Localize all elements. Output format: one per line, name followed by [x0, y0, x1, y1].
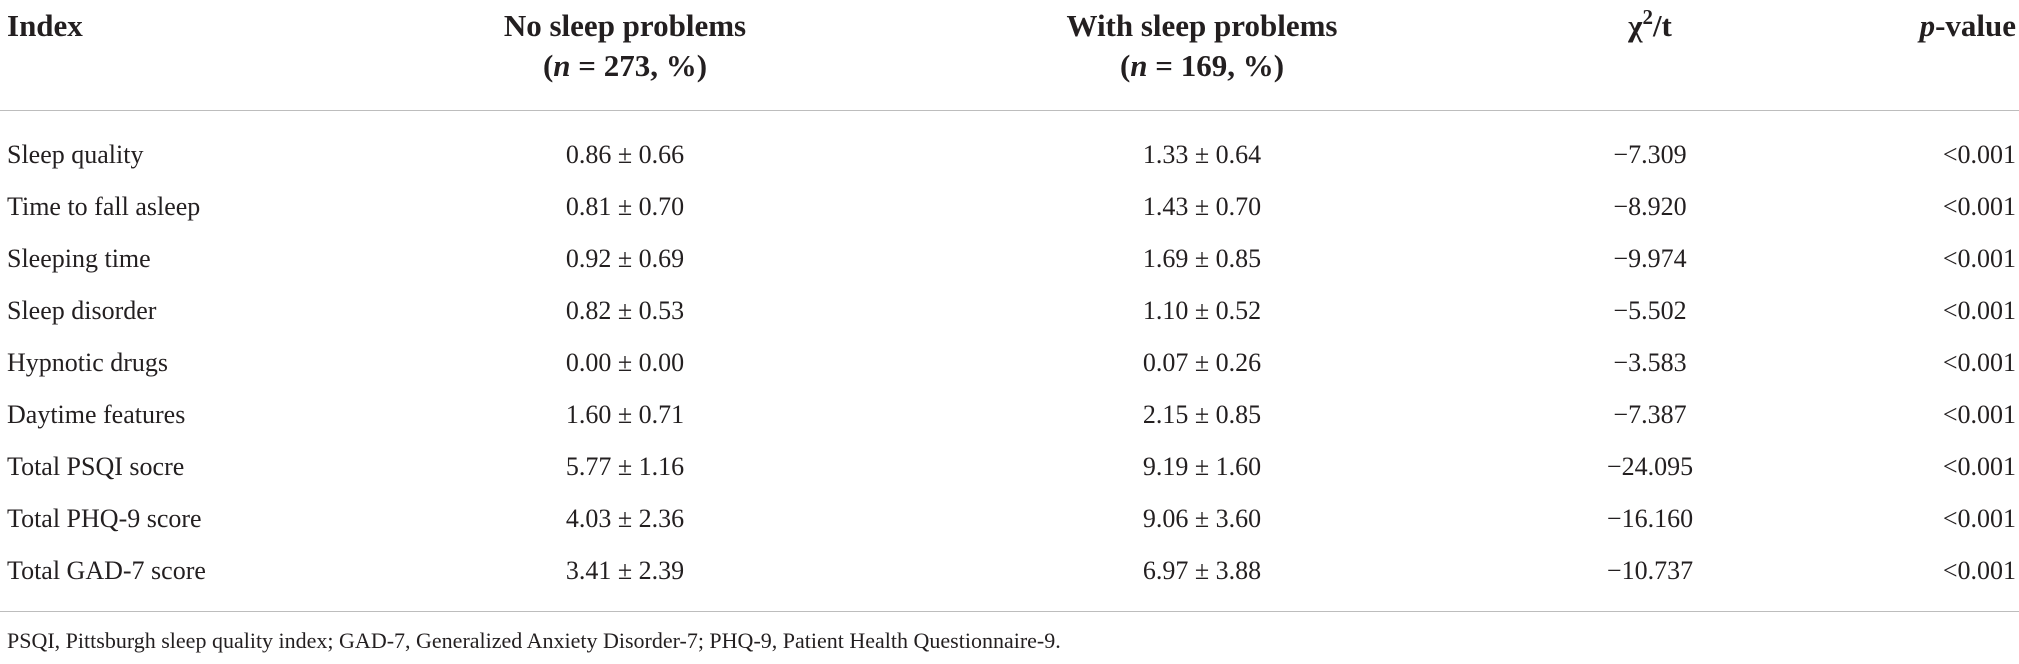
cell-no-sleep-problems: 3.41 ± 2.39: [565, 556, 685, 585]
cell-p-value: <0.001: [1942, 192, 2016, 221]
cell-test-statistic: −3.583: [1613, 348, 1687, 377]
cell-with-sleep-problems: 1.10 ± 0.52: [1142, 296, 1262, 325]
cell-test-statistic: −7.387: [1613, 400, 1687, 429]
cell-no-sleep-problems: 0.86 ± 0.66: [565, 140, 685, 169]
footer-divider: [0, 611, 2019, 612]
cell-no-sleep-problems: 5.77 ± 1.16: [565, 452, 685, 481]
cell-test-statistic: −7.309: [1613, 140, 1687, 169]
table-header: [0, 6, 2019, 106]
cell-with-sleep-problems: 1.69 ± 0.85: [1142, 244, 1262, 273]
cell-p-value: <0.001: [1942, 140, 2016, 169]
cell-index: Total GAD-7 score: [7, 556, 206, 585]
chi-rest: /t: [1652, 8, 1672, 43]
n-value: = 169, %): [1147, 48, 1285, 83]
n-value: = 273, %): [570, 48, 708, 83]
cell-p-value: <0.001: [1942, 244, 2016, 273]
cell-p-value: <0.001: [1942, 400, 2016, 429]
paren-open: (: [542, 48, 554, 83]
cell-test-statistic: −10.737: [1606, 556, 1694, 585]
table-footnote: PSQI, Pittsburgh sleep quality index; GAD-7, Generalized Anxiety Disorder-7; PHQ-9, Patient Health Questionnaire-9.: [7, 628, 1061, 653]
paren-open: (: [1119, 48, 1131, 83]
table-row: [0, 395, 2019, 447]
n-symbol: n: [553, 48, 571, 83]
header-no-sleep-problems-title: No sleep problems: [503, 8, 747, 43]
header-p-value: [1920, 6, 2016, 46]
n-symbol: n: [1130, 48, 1148, 83]
table-row: [0, 291, 2019, 343]
table-row: [0, 187, 2019, 239]
cell-index: Daytime features: [7, 400, 186, 429]
cell-index: Sleeping time: [7, 244, 151, 273]
header-with-sleep-problems: [972, 6, 1432, 86]
table-row: [0, 447, 2019, 499]
header-no-sleep-problems-n: [395, 46, 855, 86]
header-no-sleep-problems: [395, 6, 855, 86]
cell-no-sleep-problems: 0.92 ± 0.69: [565, 244, 685, 273]
header-divider: [0, 110, 2019, 111]
cell-with-sleep-problems: 1.43 ± 0.70: [1142, 192, 1262, 221]
header-test-statistic: [1520, 6, 1780, 49]
cell-no-sleep-problems: 0.82 ± 0.53: [565, 296, 685, 325]
cell-test-statistic: −8.920: [1613, 192, 1687, 221]
p-symbol: p: [1919, 8, 1936, 43]
cell-p-value: <0.001: [1942, 556, 2016, 585]
cell-test-statistic: −9.974: [1613, 244, 1687, 273]
p-rest: -value: [1935, 8, 2016, 43]
cell-p-value: <0.001: [1942, 348, 2016, 377]
header-with-sleep-problems-n: [972, 46, 1432, 86]
cell-index: Sleep quality: [7, 140, 144, 169]
cell-p-value: <0.001: [1942, 504, 2016, 533]
table-body: [0, 135, 2019, 603]
chi-symbol: χ: [1628, 8, 1643, 43]
header-index: Index: [7, 8, 83, 43]
cell-with-sleep-problems: 6.97 ± 3.88: [1142, 556, 1262, 585]
header-with-sleep-problems-title: With sleep problems: [1066, 8, 1338, 43]
cell-no-sleep-problems: 1.60 ± 0.71: [565, 400, 685, 429]
cell-test-statistic: −24.095: [1606, 452, 1694, 481]
cell-no-sleep-problems: 4.03 ± 2.36: [565, 504, 685, 533]
cell-test-statistic: −5.502: [1613, 296, 1687, 325]
cell-index: Sleep disorder: [7, 296, 157, 325]
cell-index: Total PSQI socre: [7, 452, 185, 481]
cell-no-sleep-problems: 0.00 ± 0.00: [565, 348, 685, 377]
cell-index: Total PHQ-9 score: [7, 504, 202, 533]
cell-with-sleep-problems: 0.07 ± 0.26: [1142, 348, 1262, 377]
cell-with-sleep-problems: 9.06 ± 3.60: [1142, 504, 1262, 533]
table-row: [0, 135, 2019, 187]
table-row: [0, 239, 2019, 291]
cell-index: Time to fall asleep: [7, 192, 201, 221]
table-row: [0, 499, 2019, 551]
table-row: [0, 343, 2019, 395]
cell-with-sleep-problems: 1.33 ± 0.64: [1142, 140, 1262, 169]
cell-with-sleep-problems: 9.19 ± 1.60: [1142, 452, 1262, 481]
cell-p-value: <0.001: [1942, 452, 2016, 481]
cell-no-sleep-problems: 0.81 ± 0.70: [565, 192, 685, 221]
chi-superscript: 2: [1642, 5, 1653, 29]
table-row: [0, 551, 2019, 603]
cell-test-statistic: −16.160: [1606, 504, 1694, 533]
cell-index: Hypnotic drugs: [7, 348, 169, 377]
cell-p-value: <0.001: [1942, 296, 2016, 325]
cell-with-sleep-problems: 2.15 ± 0.85: [1142, 400, 1262, 429]
